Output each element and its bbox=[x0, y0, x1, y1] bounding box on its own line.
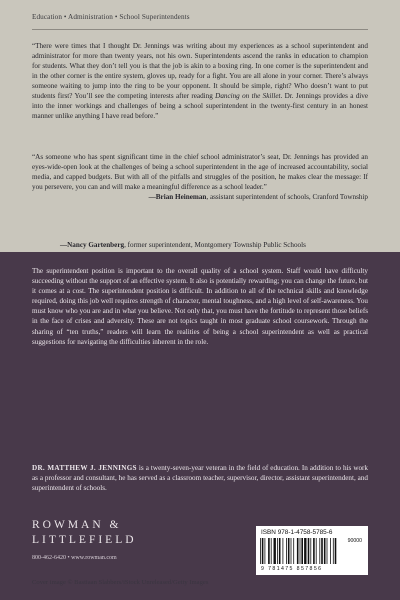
cover-image-credit: Cover image © Bastiaan Slabbers/iStock Unreleased/Getty Images bbox=[32, 579, 209, 586]
price-code: 90000 bbox=[347, 538, 362, 544]
quote-2-author: —Brian Heineman bbox=[148, 193, 207, 202]
publisher-logo-line-2: LITTLEFIELD bbox=[32, 534, 137, 546]
author-name: DR. MATTHEW J. JENNINGS bbox=[32, 464, 137, 472]
quote-1-attribution bbox=[60, 240, 306, 250]
endorsements-panel bbox=[0, 0, 400, 252]
endorsement-quote-2 bbox=[32, 152, 368, 202]
book-title-reference: Dancing on the Skillet bbox=[215, 92, 281, 101]
quote-1-text-end: . Dr. Jennings provides a dive into the inner workings and challenges of being a school superintendent in the twenty-first century in an honest manner unlike anything I have read before.” bbox=[32, 92, 369, 121]
quote-2-affiliation: , assistant superintendent of schools, Cranford Township bbox=[206, 193, 368, 202]
quote-1-author: —Nancy Gartenberg bbox=[60, 241, 125, 249]
category-line: Education • Administration • School Superintendents bbox=[32, 13, 190, 21]
quote-1-text-start: “There were times that I thought Dr. Jennings was writing about my experiences as a school superintendent and administrator for more than twenty years, not his own. Superintendents ascend the ranks in education to champion for students. What they don’t tell you is that the job is akin to a boxing ring. In one corner is the superintendent and in the other corner is the entire system, gloves up, ready for a fight. You are all alone in your corner. There’s always someone waiting to jump into the ring to be your opponent. It should be simple, right? Who doesn’t want to put students first? You’ll see the competing interests after reading bbox=[32, 42, 368, 101]
author-bio-text: is a twenty-seven-year veteran in the field of education. In addition to his work as a professor and consultant, he has served as a classroom teacher, supervisor, director, assistant superintendent, and superintendent of schools. bbox=[32, 464, 368, 493]
divider bbox=[32, 29, 368, 30]
publisher-logo-line-1: ROWMAN & bbox=[32, 519, 122, 531]
isbn-barcode bbox=[256, 526, 368, 575]
publisher-contact: 800-462-6420 • www.rowman.com bbox=[32, 555, 117, 561]
isbn-label: ISBN 978-1-4758-5785-6 bbox=[261, 529, 333, 536]
quote-1-affiliation: , former superintendent, Montgomery Township Public Schools bbox=[124, 241, 306, 249]
endorsement-quote-1 bbox=[32, 41, 368, 121]
quote-2-attribution bbox=[32, 192, 368, 202]
book-description: The superintendent position is important to the overall quality of a school system. Staff would have difficulty succeeding without the support of an effective system. It also is potentially rewarding; you can change the future, but it comes at a cost. The superintendent position is difficult. In addition to all of the technical skills and knowledge required, doing this job well requires strength of character, mental toughness, and a high level of self-awareness. You must know who you are and in what you believe. Not only that, you must have the fortitude to represent those beliefs in the face of crises and adversity. These are not topics taught in most graduate school coursework. Through the sharing of “ten truths,” readers will learn the realities of being a school superintendent as well as practical suggestions for navigating the difficulties inherent in the role. bbox=[32, 267, 368, 346]
quote-2-text: “As someone who has spent significant time in the chief school administrator’s seat, Dr. Jennings has provided an eyes-wide-open look at the challenges of being a school superintendent in the age of increased accountability, social media, and capped budgets. But with all of the pitfalls and struggles of the position, he makes clear the message: If you persevere, you can and will make a meaningful difference as a school leader.” bbox=[32, 153, 368, 192]
barcode-number: 9 781475 857856 bbox=[261, 566, 323, 572]
author-bio bbox=[32, 463, 368, 493]
